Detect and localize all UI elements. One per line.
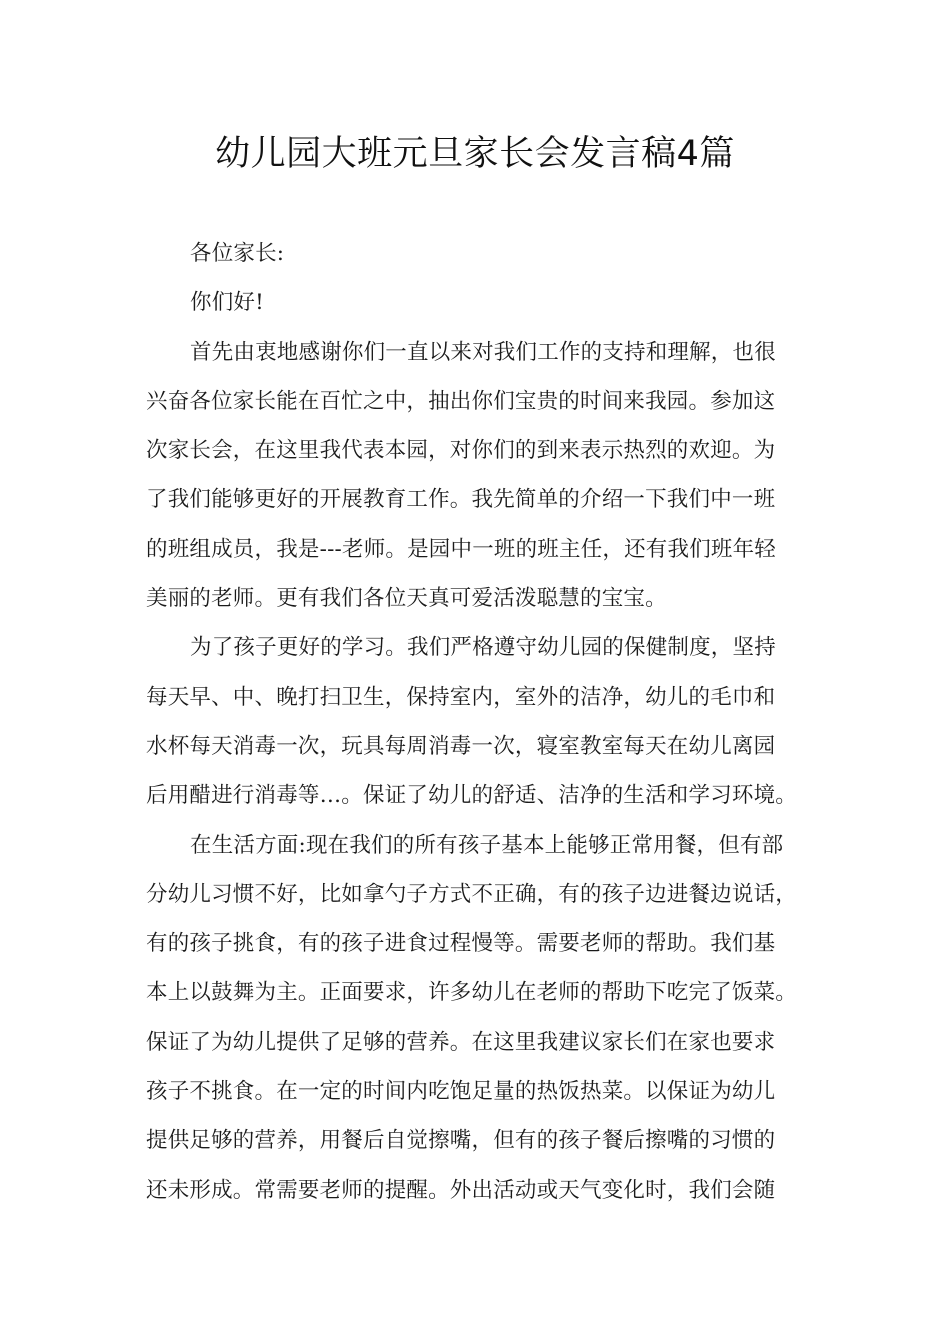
paragraph-line: 美丽的老师。更有我们各位天真可爱活泼聪慧的宝宝。 [146,586,667,612]
paragraph-line: 为了孩子更好的学习。我们严格遵守幼儿园的保健制度，坚持 [190,635,776,661]
paragraph-line: 保证了为幼儿提供了足够的营养。在这里我建议家长们在家也要求 [146,1029,776,1055]
paragraph-3 [146,821,810,1215]
paragraph-line: 还未形成。常需要老师的提醒。外出活动或天气变化时，我们会随 [146,1177,776,1203]
paragraph-line: 了我们能够更好的开展教育工作。我先简单的介绍一下我们中一班 [146,487,776,513]
paragraph-line: 次家长会，在这里我代表本园，对你们的到来表示热烈的欢迎。为 [146,438,776,464]
paragraph-line: 每天早、中、晚打扫卫生，保持室内，室外的洁净，幼儿的毛巾和 [146,684,776,710]
document-title: 幼儿园大班元旦家长会发言稿4篇 [215,134,735,174]
paragraph-line: 孩子不挑食。在一定的时间内吃饱足量的热饭热菜。以保证为幼儿 [146,1079,776,1105]
paragraph-line: 分幼儿习惯不好，比如拿勺子方式不正确，有的孩子边进餐边说话， [146,881,798,907]
paragraph-2 [146,623,810,820]
paragraph-1 [146,328,810,624]
paragraph-line: 首先由衷地感谢你们一直以来对我们工作的支持和理解，也很 [190,339,776,365]
paragraph-line: 有的孩子挑食，有的孩子进食过程慢等。需要老师的帮助。我们基 [146,931,776,957]
document-body [146,229,810,1215]
paragraph-line: 后用醋进行消毒等…。保证了幼儿的舒适、洁净的生活和学习环境。 [146,783,798,809]
paragraph-line: 水杯每天消毒一次，玩具每周消毒一次，寝室教室每天在幼儿离园 [146,733,776,759]
paragraph-line: 的班组成员，我是---老师。是园中一班的班主任，还有我们班年轻 [146,536,776,562]
paragraph-line: 本上以鼓舞为主。正面要求，许多幼儿在老师的帮助下吃完了饭菜。 [146,980,798,1006]
paragraph-line: 提供足够的营养，用餐后自觉擦嘴，但有的孩子餐后擦嘴的习惯的 [146,1128,776,1154]
paragraph-line: 兴奋各位家长能在百忙之中，抽出你们宝贵的时间来我园。参加这 [146,388,776,414]
greeting-line: 各位家长: [190,241,285,266]
paragraph-line: 在生活方面:现在我们的所有孩子基本上能够正常用餐，但有部 [190,832,784,858]
salutation-line: 你们好! [190,290,264,316]
